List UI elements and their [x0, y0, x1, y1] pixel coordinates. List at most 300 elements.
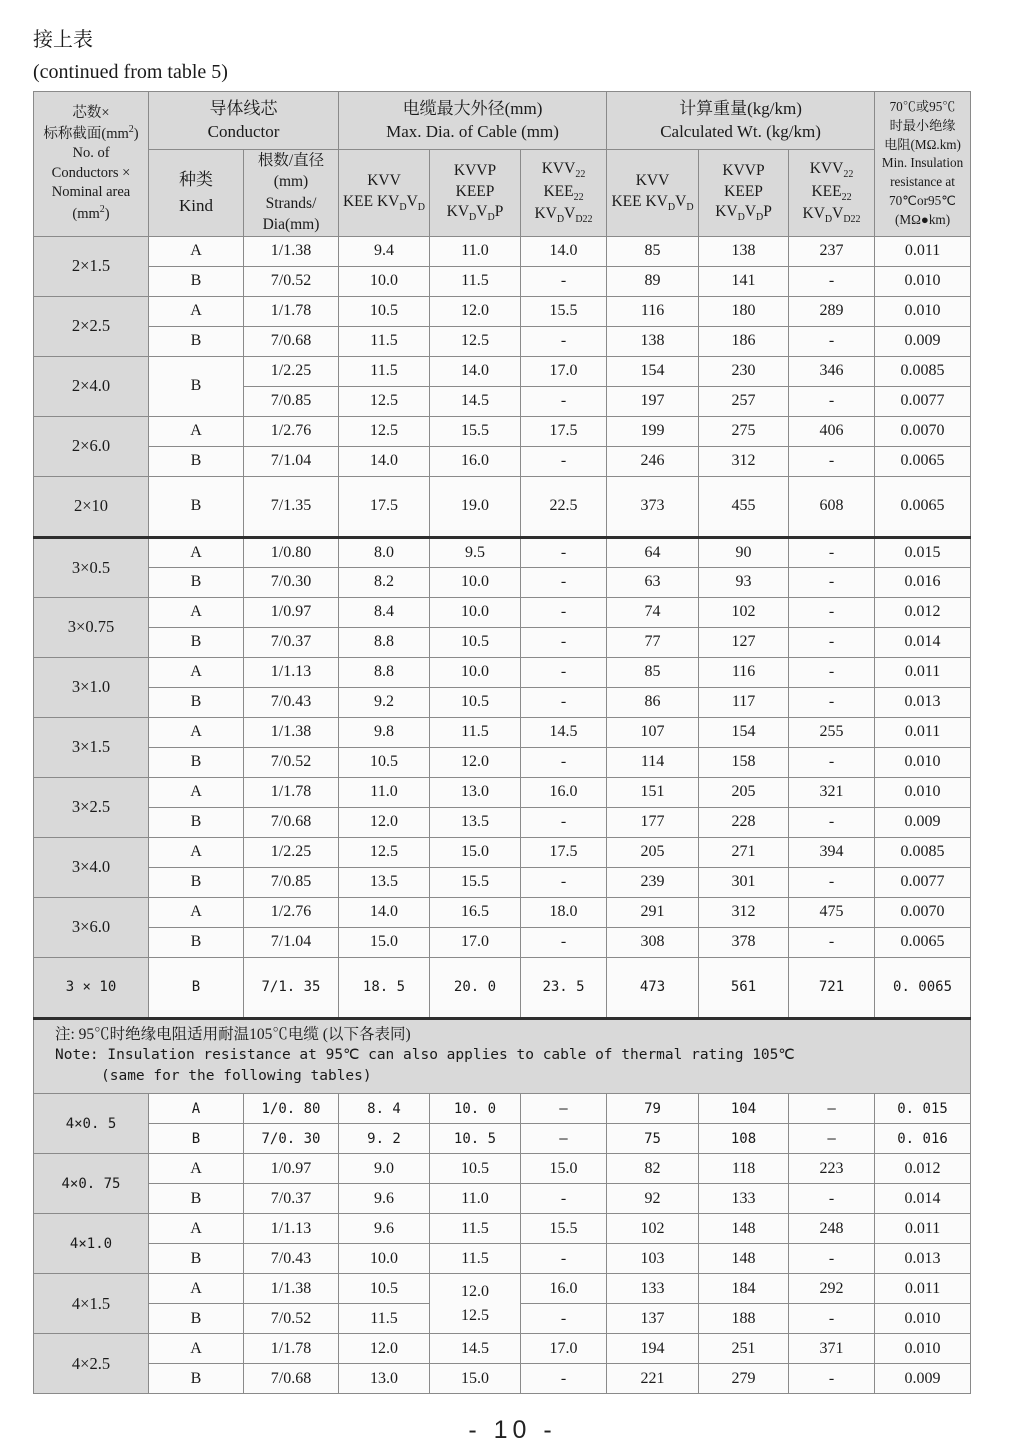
spec-cell: 4×0. 75 — [34, 1154, 149, 1214]
kind-cell: A — [149, 717, 244, 747]
table-row — [34, 747, 971, 777]
wt-kvvp-cell: 378 — [699, 927, 789, 957]
note-cell — [34, 1018, 971, 1094]
header-insulation: 70℃或95℃ 时最小绝缘 电阻(MΩ.km) Min. Insulation resistance at 70℃or95℃ (MΩ●km) — [875, 92, 971, 237]
wt-kvvp-cell: 561 — [699, 957, 789, 1018]
strands-cell: 1/2.76 — [244, 416, 339, 446]
insulation-cell: 0.0070 — [875, 897, 971, 927]
dia-kvvp-cell: 14.5 — [430, 386, 521, 416]
page-title: 接上表 — [33, 29, 93, 51]
kind-cell: B — [149, 687, 244, 717]
insulation-cell: 0.010 — [875, 1334, 971, 1364]
table-row — [34, 1334, 971, 1364]
kind-cell: A — [149, 897, 244, 927]
page-subtitle: (continued from table 5) — [33, 61, 228, 83]
wt-kvvp-cell: 102 — [699, 597, 789, 627]
dia-kvvp-cell: 10.0 — [430, 567, 521, 597]
dia-kvv22-cell: - — [521, 1244, 607, 1274]
spec-table — [33, 91, 971, 1394]
cell-value: 12.5 — [461, 1306, 489, 1324]
wt-kvv-cell: 137 — [607, 1304, 699, 1334]
insulation-cell: 0.013 — [875, 1244, 971, 1274]
table-row — [34, 476, 971, 537]
wt-kvvp-cell: 180 — [699, 296, 789, 326]
dia-kvvp-cell: 11.0 — [430, 236, 521, 266]
insulation-cell: 0.009 — [875, 1364, 971, 1394]
wt-kvvp-cell: 455 — [699, 476, 789, 537]
wt-kvv22-cell: - — [789, 266, 875, 296]
wt-kvv22-cell: - — [789, 1244, 875, 1274]
table-row — [34, 1124, 971, 1154]
header-spec: 芯数× 标称截面$(mm^2)$ No. of Conductors × Nominal area $(mm^2)$ — [34, 92, 149, 237]
dia-kvv22-cell: 15.5 — [521, 296, 607, 326]
insulation-cell: 0.0085 — [875, 356, 971, 386]
header-wt-kvv22: $KVV_{22}$ $KEE_{22}$ $KV_DV_{D22}$ — [789, 150, 875, 237]
wt-kvv22-cell: - — [789, 657, 875, 687]
insulation-cell: 0.009 — [875, 807, 971, 837]
strands-cell: 1/0. 80 — [244, 1094, 339, 1124]
wt-kvv-cell: 92 — [607, 1184, 699, 1214]
table-row — [34, 657, 971, 687]
header-dia-kvvp: KVVP KEEP $KV_DV_DP$ — [430, 150, 521, 237]
wt-kvv-cell: 194 — [607, 1334, 699, 1364]
insulation-cell: 0.009 — [875, 326, 971, 356]
table-row — [34, 1244, 971, 1274]
table-row — [34, 236, 971, 266]
dia-kvv22-cell: 22.5 — [521, 476, 607, 537]
dia-kvv22-cell: 23. 5 — [521, 957, 607, 1018]
dia-kvv22-cell: 14.0 — [521, 236, 607, 266]
table-row — [34, 416, 971, 446]
dia-kvv22-cell: - — [521, 867, 607, 897]
note-line-en: Note: Insulation resistance at 95℃ can also applies to cable of thermal rating 105℃ — [55, 1047, 795, 1064]
dia-kvv-cell: 10.0 — [339, 266, 430, 296]
wt-kvv22-cell: - — [789, 537, 875, 567]
wt-kvv22-cell: 721 — [789, 957, 875, 1018]
insulation-cell: 0.010 — [875, 777, 971, 807]
wt-kvv-cell: 177 — [607, 807, 699, 837]
spec-cell: 3×0.5 — [34, 537, 149, 597]
kind-cell: B — [149, 1364, 244, 1394]
dia-kvv-cell: 17.5 — [339, 476, 430, 537]
dia-kvv-cell: 13.5 — [339, 867, 430, 897]
wt-kvv-cell: 85 — [607, 236, 699, 266]
kind-cell: B — [149, 927, 244, 957]
spec-cell: 3 × 10 — [34, 957, 149, 1018]
table-row — [34, 1154, 971, 1184]
note-line-en-2: (same for the following tables) — [101, 1067, 372, 1084]
kind-cell: B — [149, 326, 244, 356]
wt-kvvp-cell: 228 — [699, 807, 789, 837]
dia-kvvp-cell: 11.5 — [430, 717, 521, 747]
wt-kvv-cell: 151 — [607, 777, 699, 807]
strands-cell: 7/0.85 — [244, 867, 339, 897]
insulation-cell: 0. 0065 — [875, 957, 971, 1018]
wt-kvv22-cell: 255 — [789, 717, 875, 747]
wt-kvvp-cell: 104 — [699, 1094, 789, 1124]
strands-cell: 1/1.78 — [244, 777, 339, 807]
wt-kvvp-cell: 117 — [699, 687, 789, 717]
wt-kvv-cell: 239 — [607, 867, 699, 897]
kind-cell: B — [149, 867, 244, 897]
kind-cell: A — [149, 777, 244, 807]
wt-kvv-cell: 197 — [607, 386, 699, 416]
wt-kvv22-cell: 223 — [789, 1154, 875, 1184]
insulation-cell: 0.013 — [875, 687, 971, 717]
dia-kvv-cell: 8.4 — [339, 597, 430, 627]
table-row — [34, 1214, 971, 1244]
dia-kvv-cell: 8.8 — [339, 627, 430, 657]
dia-kvvp-cell: 10.0 — [430, 657, 521, 687]
dia-kvvp-cell: 10.5 — [430, 1154, 521, 1184]
table-row — [34, 807, 971, 837]
spec-cell: 3×0.75 — [34, 597, 149, 657]
header-wt-kvv: KVV KEE $KV_DV_D$ — [607, 150, 699, 237]
cell-value: 12.0 — [461, 1283, 489, 1301]
note-line-cn: 注: 95℃时绝缘电阻适用耐温105℃电缆 (以下各表同) — [55, 1025, 411, 1043]
strands-cell: 1/1.38 — [244, 1274, 339, 1304]
strands-cell: 7/1.04 — [244, 927, 339, 957]
spec-cell: 4×0. 5 — [34, 1094, 149, 1154]
insulation-cell: 0.010 — [875, 747, 971, 777]
wt-kvvp-cell: 312 — [699, 446, 789, 476]
header-dia-kvv: KVV KEE $KV_DV_D$ — [339, 150, 430, 237]
wt-kvv22-cell: – — [789, 1124, 875, 1154]
wt-kvv-cell: 133 — [607, 1274, 699, 1304]
wt-kvv22-cell: - — [789, 386, 875, 416]
dia-kvv22-cell: - — [521, 326, 607, 356]
wt-kvv22-cell: – — [789, 1094, 875, 1124]
dia-kvv22-cell: - — [521, 537, 607, 567]
spec-cell: 3×2.5 — [34, 777, 149, 837]
dia-kvv-cell: 11.0 — [339, 777, 430, 807]
insulation-cell: 0.0077 — [875, 867, 971, 897]
wt-kvv22-cell: 346 — [789, 356, 875, 386]
table-row — [34, 296, 971, 326]
strands-cell: 7/0.30 — [244, 567, 339, 597]
kind-cell: A — [149, 1214, 244, 1244]
header-row-2 — [34, 150, 971, 237]
wt-kvv22-cell: - — [789, 687, 875, 717]
insulation-cell: 0.011 — [875, 1274, 971, 1304]
table-row — [34, 266, 971, 296]
spec-cell: 4×2.5 — [34, 1334, 149, 1394]
wt-kvv22-cell: - — [789, 927, 875, 957]
table-body — [34, 236, 971, 1394]
table-row — [34, 597, 971, 627]
wt-kvvp-cell: 301 — [699, 867, 789, 897]
header-row-1 — [34, 92, 971, 150]
dia-kvvp-cell: 14.0 — [430, 356, 521, 386]
wt-kvv22-cell: - — [789, 627, 875, 657]
dia-kvv-cell: 9.6 — [339, 1214, 430, 1244]
dia-kvv-cell: 9.4 — [339, 236, 430, 266]
table-row — [34, 687, 971, 717]
dia-kvvp-cell: 11.5 — [430, 1244, 521, 1274]
insulation-cell: 0.0065 — [875, 927, 971, 957]
strands-cell: 7/0.68 — [244, 1364, 339, 1394]
strands-cell: 1/2.25 — [244, 837, 339, 867]
wt-kvv-cell: 116 — [607, 296, 699, 326]
wt-kvv22-cell: 292 — [789, 1274, 875, 1304]
insulation-cell: 0.010 — [875, 296, 971, 326]
wt-kvv-cell: 107 — [607, 717, 699, 747]
dia-kvv-cell: 14.0 — [339, 897, 430, 927]
table-row — [34, 537, 971, 567]
dia-kvv-cell: 8.0 — [339, 537, 430, 567]
kind-cell: B — [149, 1124, 244, 1154]
header-dia-kvv22: $KVV_{22}$ $KEE_{22}$ $KV_DV_{D22}$ — [521, 150, 607, 237]
kind-cell: B — [149, 747, 244, 777]
dia-kvv-cell: 10.5 — [339, 1274, 430, 1304]
wt-kvvp-cell: 230 — [699, 356, 789, 386]
wt-kvvp-cell: 93 — [699, 567, 789, 597]
insulation-cell: 0.011 — [875, 657, 971, 687]
wt-kvv-cell: 82 — [607, 1154, 699, 1184]
dia-kvvp-cell: 20. 0 — [430, 957, 521, 1018]
dia-kvvp-cell: 10.5 — [430, 687, 521, 717]
table-row — [34, 717, 971, 747]
kind-cell: A — [149, 657, 244, 687]
dia-kvvp-cell: 10. 0 — [430, 1094, 521, 1124]
dia-kvvp-cell: 19.0 — [430, 476, 521, 537]
spec-cell: 3×4.0 — [34, 837, 149, 897]
kind-cell: A — [149, 416, 244, 446]
dia-kvv22-cell: - — [521, 386, 607, 416]
dia-kvv22-cell: - — [521, 927, 607, 957]
dia-kvv22-cell: 16.0 — [521, 1274, 607, 1304]
wt-kvv22-cell: 608 — [789, 476, 875, 537]
wt-kvvp-cell: 154 — [699, 717, 789, 747]
dia-kvv-cell: 11.5 — [339, 326, 430, 356]
wt-kvvp-cell: 141 — [699, 266, 789, 296]
wt-kvvp-cell: 186 — [699, 326, 789, 356]
kind-cell: B — [149, 446, 244, 476]
table-row — [34, 1274, 971, 1304]
wt-kvv22-cell: - — [789, 747, 875, 777]
dia-kvv-cell: 8. 4 — [339, 1094, 430, 1124]
kind-cell: B — [149, 1244, 244, 1274]
wt-kvv22-cell: - — [789, 567, 875, 597]
wt-kvvp-cell: 279 — [699, 1364, 789, 1394]
wt-kvvp-cell: 312 — [699, 897, 789, 927]
wt-kvv-cell: 373 — [607, 476, 699, 537]
dia-kvvp-cell: 10.0 — [430, 597, 521, 627]
wt-kvv22-cell: - — [789, 597, 875, 627]
dia-kvv22-cell: - — [521, 747, 607, 777]
page-number: - 10 - — [468, 1416, 557, 1444]
insulation-cell: 0.010 — [875, 1304, 971, 1334]
kind-cell: B — [149, 627, 244, 657]
dia-kvv22-cell: - — [521, 266, 607, 296]
kind-cell: B — [149, 567, 244, 597]
wt-kvv-cell: 221 — [607, 1364, 699, 1394]
strands-cell: 7/0.43 — [244, 1244, 339, 1274]
dia-kvv-cell: 14.0 — [339, 446, 430, 476]
kind-cell: B — [149, 356, 244, 416]
table-row — [34, 837, 971, 867]
spec-cell: 2×6.0 — [34, 416, 149, 476]
dia-kvv22-cell: – — [521, 1124, 607, 1154]
weight-label-cn: 计算重量(kg/km) — [679, 99, 802, 119]
strands-cell: 1/1.38 — [244, 236, 339, 266]
dia-kvv-cell: 12.5 — [339, 837, 430, 867]
dia-kvv22-cell: - — [521, 446, 607, 476]
dia-kvv22-cell: – — [521, 1094, 607, 1124]
wt-kvv-cell: 85 — [607, 657, 699, 687]
dia-kvvp-cell — [430, 1274, 521, 1334]
kind-cell: B — [149, 1184, 244, 1214]
insulation-cell: 0.0065 — [875, 446, 971, 476]
insulation-cell: 0.0070 — [875, 416, 971, 446]
insulation-cell: 0.0065 — [875, 476, 971, 537]
wt-kvvp-cell: 275 — [699, 416, 789, 446]
table-row — [34, 927, 971, 957]
dia-kvv22-cell: - — [521, 1304, 607, 1334]
kind-cell: A — [149, 1334, 244, 1364]
kind-cell: A — [149, 296, 244, 326]
dia-kvv-cell: 9. 2 — [339, 1124, 430, 1154]
wt-kvv-cell: 473 — [607, 957, 699, 1018]
dia-kvvp-cell: 11.5 — [430, 266, 521, 296]
dia-kvv-cell: 10.5 — [339, 296, 430, 326]
dia-kvv-cell: 12.5 — [339, 416, 430, 446]
strands-cell: 7/1.04 — [244, 446, 339, 476]
dia-kvv-cell: 12.0 — [339, 1334, 430, 1364]
dia-kvv22-cell: - — [521, 597, 607, 627]
max-dia-label-en: Max. Dia. of Cable (mm) — [386, 122, 559, 142]
wt-kvv-cell: 154 — [607, 356, 699, 386]
spec-cell: 2×10 — [34, 476, 149, 537]
wt-kvv-cell: 199 — [607, 416, 699, 446]
dia-kvv22-cell: 14.5 — [521, 717, 607, 747]
wt-kvvp-cell: 205 — [699, 777, 789, 807]
dia-kvv-cell: 11.5 — [339, 356, 430, 386]
wt-kvv-cell: 103 — [607, 1244, 699, 1274]
strands-cell: 1/1.13 — [244, 1214, 339, 1244]
wt-kvvp-cell: 108 — [699, 1124, 789, 1154]
dia-kvv22-cell: - — [521, 687, 607, 717]
strands-cell: 1/1.78 — [244, 1334, 339, 1364]
strands-cell: 1/1.78 — [244, 296, 339, 326]
header-kind — [149, 150, 244, 237]
dia-kvvp-cell: 12.0 — [430, 747, 521, 777]
strands-cell: 7/1.35 — [244, 476, 339, 537]
wt-kvv22-cell: 475 — [789, 897, 875, 927]
strands-cell: 7/0.52 — [244, 1304, 339, 1334]
spec-cell: 4×1.0 — [34, 1214, 149, 1274]
insulation-cell: 0.011 — [875, 1214, 971, 1244]
wt-kvvp-cell: 251 — [699, 1334, 789, 1364]
kind-cell: B — [149, 957, 244, 1018]
dia-kvv22-cell: - — [521, 1364, 607, 1394]
strands-cell: 7/0.37 — [244, 1184, 339, 1214]
wt-kvv-cell: 291 — [607, 897, 699, 927]
strands-cell: 7/1. 35 — [244, 957, 339, 1018]
wt-kvv22-cell: 371 — [789, 1334, 875, 1364]
strands-cell: 7/0. 30 — [244, 1124, 339, 1154]
dia-kvv22-cell: 15.0 — [521, 1154, 607, 1184]
insulation-cell: 0.0077 — [875, 386, 971, 416]
wt-kvv22-cell: - — [789, 1304, 875, 1334]
dia-kvv-cell: 8.2 — [339, 567, 430, 597]
wt-kvv22-cell: 237 — [789, 236, 875, 266]
wt-kvvp-cell: 158 — [699, 747, 789, 777]
dia-kvvp-cell: 15.0 — [430, 1364, 521, 1394]
dia-kvvp-cell: 14.5 — [430, 1334, 521, 1364]
strands-cell: 1/2.76 — [244, 897, 339, 927]
dia-kvv22-cell: 16.0 — [521, 777, 607, 807]
wt-kvv22-cell: - — [789, 807, 875, 837]
strands-cell: 7/0.85 — [244, 386, 339, 416]
wt-kvv-cell: 75 — [607, 1124, 699, 1154]
insulation-cell: 0.011 — [875, 236, 971, 266]
insulation-cell: 0.014 — [875, 1184, 971, 1214]
kind-cell: B — [149, 1304, 244, 1334]
wt-kvv22-cell: - — [789, 1364, 875, 1394]
kind-cell: A — [149, 537, 244, 567]
wt-kvv-cell: 64 — [607, 537, 699, 567]
weight-label-en: Calculated Wt. (kg/km) — [660, 122, 821, 142]
wt-kvv-cell: 63 — [607, 567, 699, 597]
dia-kvvp-cell: 13.5 — [430, 807, 521, 837]
kind-cell: B — [149, 266, 244, 296]
dia-kvv-cell: 12.0 — [339, 807, 430, 837]
dia-kvv22-cell: - — [521, 657, 607, 687]
insulation-cell: 0.012 — [875, 597, 971, 627]
insulation-cell: 0. 016 — [875, 1124, 971, 1154]
dia-kvvp-cell: 10. 5 — [430, 1124, 521, 1154]
header-strands: 根数/直径(mm) Strands/ Dia(mm) — [244, 150, 339, 237]
table-row — [34, 957, 971, 1018]
wt-kvv-cell: 89 — [607, 266, 699, 296]
dia-kvvp-cell: 10.5 — [430, 627, 521, 657]
kind-cell: A — [149, 1154, 244, 1184]
dia-kvv22-cell: 17.0 — [521, 356, 607, 386]
insulation-cell: 0. 015 — [875, 1094, 971, 1124]
dia-kvvp-cell: 15.0 — [430, 837, 521, 867]
dia-kvv-cell: 10.0 — [339, 1244, 430, 1274]
dia-kvvp-cell: 12.5 — [430, 326, 521, 356]
note-row — [34, 1018, 971, 1094]
wt-kvv22-cell: - — [789, 1184, 875, 1214]
dia-kvvp-cell: 12.0 — [430, 296, 521, 326]
spec-cell: 2×4.0 — [34, 356, 149, 416]
header-group-conductor — [149, 92, 339, 150]
insulation-cell: 0.010 — [875, 266, 971, 296]
dia-kvv-cell: 12.5 — [339, 386, 430, 416]
dia-kvv22-cell: - — [521, 1184, 607, 1214]
dia-kvv22-cell: 17.0 — [521, 1334, 607, 1364]
wt-kvv22-cell: 289 — [789, 296, 875, 326]
wt-kvv-cell: 114 — [607, 747, 699, 777]
table-row — [34, 446, 971, 476]
strands-cell: 7/0.68 — [244, 326, 339, 356]
kind-cell: B — [149, 807, 244, 837]
header-wt-kvvp: KVVP KEEP $KV_DV_DP$ — [699, 150, 789, 237]
insulation-cell: 0.016 — [875, 567, 971, 597]
kind-cell: A — [149, 1274, 244, 1304]
kind-cell: A — [149, 597, 244, 627]
wt-kvv-cell: 308 — [607, 927, 699, 957]
spec-cell: 3×1.0 — [34, 657, 149, 717]
dia-kvv22-cell: 18.0 — [521, 897, 607, 927]
dia-kvv-cell: 15.0 — [339, 927, 430, 957]
wt-kvvp-cell: 133 — [699, 1184, 789, 1214]
kind-label-en: Kind — [179, 195, 213, 215]
wt-kvvp-cell: 148 — [699, 1214, 789, 1244]
spec-cell: 4×1.5 — [34, 1274, 149, 1334]
